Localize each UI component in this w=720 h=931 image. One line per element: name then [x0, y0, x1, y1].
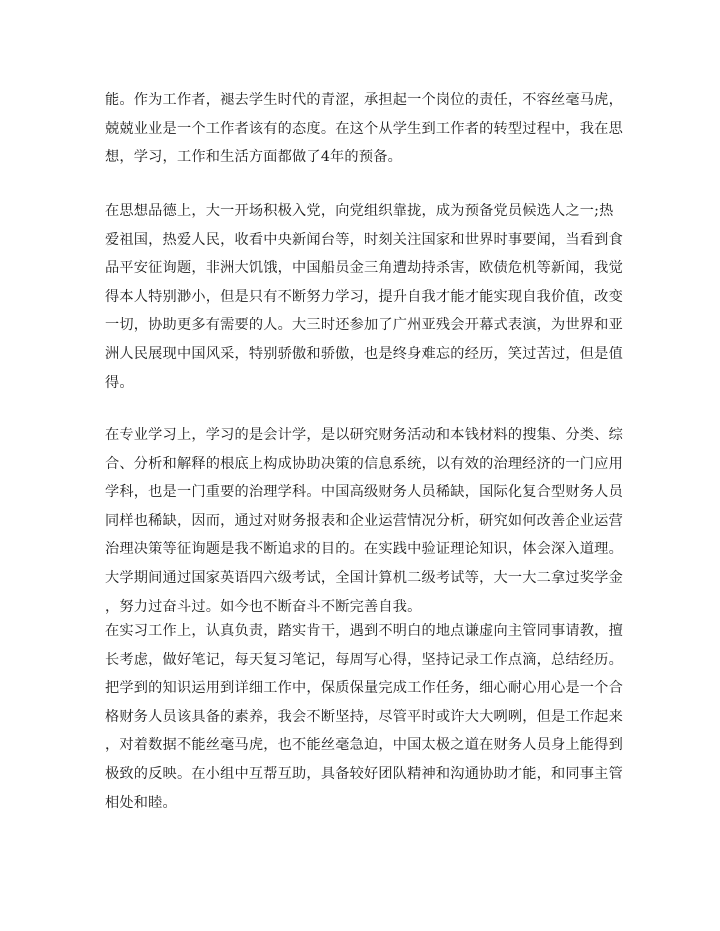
text-line: 爱祖国，热爱人民，收看中央新闻台等，时刻关注国家和世界时事要闻，当看到食 — [105, 231, 623, 248]
text-line: 长考虑，做好笔记，每天复习笔记，每周写心得，坚持记录工作点滴，总结经历。 — [105, 651, 623, 668]
text-line: 大学期间通过国家英语四六级考试，全国计算机二级考试等，大一大二拿过奖学金 — [105, 569, 623, 586]
text-line: 同样也稀缺，因而，通过对财务报表和企业运营情况分析，研究如何改善企业运营 — [105, 512, 623, 529]
text-line: 在实习工作上，认真负责，踏实肯干，遇到不明白的地点谦虚向主管同事请教，擅 — [105, 623, 623, 639]
text-line: 得本人特别渺小，但是只有不断努力学习，提升自我才能才能实现自我价值，改变 — [105, 288, 623, 305]
paragraph-2 — [105, 197, 625, 426]
paragraph-3 — [105, 421, 625, 621]
text-line: 在思想品德上，大一开场积极入党，向党组织靠拢，成为预备党员候选人之一;热 — [105, 203, 614, 219]
text-line: 把学到的知识运用到详细工作中，保质保量完成工作任务，细心耐心用心是一个合 — [105, 680, 623, 697]
text-line: 格财务人员该具备的素养，我会不断坚持，尽管平时或许大大咧咧，但是工作起来 — [105, 708, 623, 725]
text-line: 得。 — [105, 374, 134, 391]
text-line: 能。作为工作者，褪去学生时代的青涩，承担起一个岗位的责任，不容丝毫马虎， — [105, 92, 623, 108]
text-line: ，对着数据不能丝毫马虎，也不能丝毫急迫，中国太极之道在财务人员身上能得到 — [105, 737, 623, 754]
text-line: 在专业学习上，学习的是会计学，是以研究财务活动和本钱材料的搜集、分类、综 — [105, 427, 623, 443]
text-line: 相处和睦。 — [105, 794, 177, 811]
paragraph-1 — [105, 86, 625, 172]
text-line: ，努力过奋斗过。如今也不断奋斗不断完善自我。 — [105, 598, 422, 615]
text-line: 合、分析和解释的根底上构成协助决策的信息系统，以有效的治理经济的一门应用 — [105, 455, 623, 472]
text-line: 治理决策等征询题是我不断追求的目的。在实践中验证理论知识，体会深入道理。 — [105, 541, 623, 558]
text-line: 一切，协助更多有需要的人。大三时还参加了广州亚残会开幕式表演，为世界和亚 — [105, 317, 623, 334]
text-line: 想，学习，工作和生活方面都做了4年的预备。 — [105, 149, 402, 166]
text-line: 学科，也是一门重要的治理学科。中国高级财务人员稀缺，国际化复合型财务人员 — [105, 484, 623, 501]
text-line: 品平安征询题，非洲大饥饿，中国船员金三角遭劫持杀害，欧债危机等新闻，我觉 — [105, 260, 623, 277]
paragraph-4 — [105, 617, 625, 817]
text-line: 极致的反映。在小组中互帮互助，具备较好团队精神和沟通协助才能，和同事主管 — [105, 765, 623, 782]
text-line: 兢兢业业是一个工作者该有的态度。在这个从学生到工作者的转型过程中，我在思 — [105, 120, 623, 137]
text-line: 洲人民展现中国风采，特别骄傲和骄傲，也是终身难忘的经历，笑过苦过，但是值 — [105, 345, 623, 362]
